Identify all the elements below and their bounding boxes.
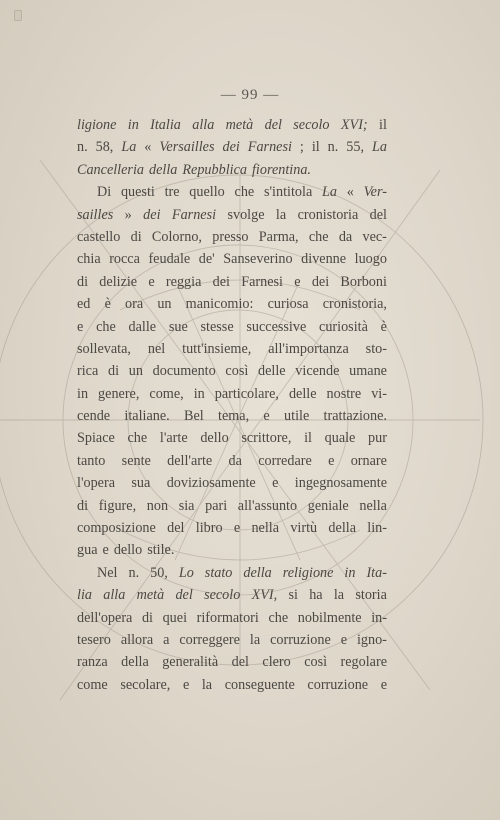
word: metà [225, 117, 254, 133]
text-line [77, 383, 387, 405]
word: corruzione [270, 631, 331, 648]
word: Versailles [159, 139, 215, 156]
word: Farnesi [247, 139, 292, 156]
word: geniale [307, 497, 349, 514]
word: delle [288, 385, 317, 402]
text-line [77, 159, 387, 181]
word: stesse [200, 318, 234, 335]
word: 55, [346, 139, 365, 156]
word: Farnesi [241, 273, 283, 290]
word: chia [77, 251, 101, 268]
word: 50, [150, 564, 168, 581]
word: nella [251, 520, 280, 537]
word: Cancelleria [77, 161, 144, 178]
word: dalle [128, 318, 157, 335]
word: e [328, 452, 335, 469]
text-line [77, 226, 387, 248]
text-line [77, 114, 387, 136]
word: non [146, 497, 169, 514]
word: della [121, 654, 149, 671]
text-line [77, 248, 387, 270]
word: lin- [367, 520, 387, 537]
word: luogo [354, 251, 387, 268]
word: del [369, 206, 387, 223]
word: e [102, 542, 109, 559]
word: gua [77, 542, 98, 559]
word: XVI; [340, 117, 368, 133]
word: un [128, 363, 143, 380]
word: generalità [162, 654, 219, 671]
word: dei [222, 139, 240, 156]
word: curiosa [267, 296, 309, 313]
text-line [77, 204, 387, 226]
word: vi- [371, 385, 387, 402]
word: così [225, 363, 249, 380]
word: e [182, 676, 190, 693]
word: stato [204, 564, 233, 581]
word: dei [212, 273, 230, 290]
word: Borboni [340, 273, 387, 290]
word: e [263, 408, 270, 425]
word: tanto [77, 452, 106, 469]
word: Farnesi [171, 206, 217, 223]
word: Ita- [366, 564, 387, 581]
word: divenne [301, 251, 347, 268]
word: l'opera [77, 475, 116, 492]
word: e [148, 273, 155, 290]
word: La [371, 139, 387, 156]
word: dello [200, 430, 229, 447]
word: e [272, 475, 279, 492]
word: « [346, 184, 354, 201]
word: vicende [295, 363, 340, 380]
word: di [77, 273, 89, 290]
text-line [77, 562, 387, 584]
word: pari [205, 497, 228, 514]
word: dei [311, 273, 330, 290]
word: metà [136, 587, 165, 604]
word: ranza [77, 654, 108, 671]
word: storia [355, 587, 387, 604]
word: dei [143, 206, 161, 223]
word: quello [189, 184, 225, 201]
word: la [333, 587, 345, 604]
word: ornare [350, 452, 387, 469]
text-line [77, 181, 387, 203]
word: doviziosamente [166, 475, 256, 492]
word: documento [152, 363, 216, 380]
word: all'importanza [268, 340, 349, 357]
word: si [288, 587, 298, 604]
word: utile [284, 408, 310, 425]
word: XVI, [251, 587, 278, 604]
word: pur [368, 430, 387, 447]
word: svolge [227, 206, 265, 223]
word: Parma, [258, 228, 299, 245]
word: ha [309, 587, 323, 604]
word: la [275, 206, 287, 223]
word: l'arte [159, 430, 188, 447]
word: il [304, 430, 312, 447]
word: Spiace [77, 430, 115, 447]
word: igno- [356, 631, 387, 648]
word: in [193, 385, 205, 402]
word: Lo [178, 564, 194, 581]
word: tesero [77, 631, 111, 648]
word: in [77, 385, 89, 402]
word: successive [246, 318, 307, 335]
text-line [77, 271, 387, 293]
word: è [104, 296, 111, 313]
word: nel [147, 340, 166, 357]
word: correggere [179, 631, 240, 648]
word: e [380, 676, 387, 693]
text-line [77, 136, 387, 158]
word: ingegnosamente [294, 475, 387, 492]
word: e [340, 631, 348, 648]
word: sailles [77, 206, 114, 223]
word: allora [120, 631, 154, 648]
text-line [77, 584, 387, 606]
word: delle [258, 363, 286, 380]
word: nella [359, 497, 387, 514]
word: come [77, 676, 108, 693]
word: sua [131, 475, 151, 492]
word: alla [103, 587, 126, 604]
word: di [141, 609, 153, 626]
word: del [264, 117, 282, 133]
word: particolare, [214, 385, 279, 402]
word: del [231, 654, 249, 671]
word: tutt'insieme, [182, 340, 252, 357]
word: e [294, 273, 301, 290]
word: Bel [184, 408, 204, 425]
word: tema, [218, 408, 250, 425]
word: rocca [109, 251, 140, 268]
word: e [77, 318, 84, 335]
word: un [157, 296, 172, 313]
word: della [243, 564, 272, 581]
word: stile. [147, 542, 175, 559]
text-line [77, 293, 387, 315]
word: lia [77, 587, 92, 604]
word: figure, [98, 497, 137, 514]
word: ligione [77, 117, 117, 133]
word: tre [164, 184, 180, 201]
word: clero [262, 654, 291, 671]
body-text [77, 114, 387, 696]
word: curiosità [319, 318, 368, 335]
word: « [144, 139, 152, 156]
word: s'intitola [263, 184, 313, 201]
word: sue [168, 318, 188, 335]
word: Di [97, 184, 112, 201]
word: La [121, 139, 137, 156]
word: quei [162, 609, 188, 626]
text-line [77, 674, 387, 696]
word: da [338, 228, 353, 245]
word: da [228, 452, 242, 469]
word: cronistoria, [322, 296, 387, 313]
word: n. [128, 564, 140, 581]
word: secolare, [120, 676, 171, 693]
word: che [308, 228, 329, 245]
word: che [268, 609, 289, 626]
word: castello [77, 228, 121, 245]
word: » [124, 206, 132, 223]
text-line [77, 607, 387, 629]
word: conseguente [224, 676, 295, 693]
word: libro [195, 520, 223, 537]
word: trattazione. [323, 408, 387, 425]
word: sente [121, 452, 151, 469]
word: Ver- [363, 184, 387, 201]
word: della [148, 161, 178, 178]
text-line [77, 338, 387, 360]
word: scrittore, [241, 430, 292, 447]
word: sia [178, 497, 195, 514]
word: il [379, 117, 387, 133]
word: 58, [95, 139, 114, 156]
word: Nel [97, 564, 118, 581]
word: La [322, 184, 337, 201]
word: umane [349, 363, 387, 380]
word: che [127, 430, 148, 447]
word: sollevata, [77, 340, 131, 357]
text-line [77, 450, 387, 472]
word: del [167, 520, 185, 537]
page-number: — 99 — [220, 87, 280, 103]
word: secolo [293, 117, 330, 133]
text-line [77, 495, 387, 517]
text-line [77, 405, 387, 427]
word: religione [282, 564, 334, 581]
word: a [163, 631, 170, 648]
word: in- [371, 609, 387, 626]
word: quale [324, 430, 356, 447]
text-line [77, 539, 387, 561]
word: vec- [362, 228, 387, 245]
word: riformatori [196, 609, 259, 626]
word: alla [192, 117, 215, 133]
word: dell'opera [77, 609, 133, 626]
word: così [304, 654, 328, 671]
word: ora [125, 296, 144, 313]
word: de' [198, 251, 215, 268]
word: cronistoria [297, 206, 359, 223]
text-line [77, 427, 387, 449]
word: delizie [99, 273, 138, 290]
word: presso [212, 228, 249, 245]
word: nobilmente [297, 609, 362, 626]
word: sto- [365, 340, 387, 357]
word: di [107, 363, 120, 380]
word: rica [77, 363, 99, 380]
text-line [77, 629, 387, 651]
word: dello [113, 542, 143, 559]
word: in [127, 117, 139, 133]
word: secolo [204, 587, 241, 604]
word: come, [149, 385, 184, 402]
word: composizione [77, 520, 156, 537]
word: il [311, 139, 320, 156]
word: corredare [258, 452, 312, 469]
word: manicomio: [185, 296, 254, 313]
word: n. [77, 139, 88, 156]
word: n. [327, 139, 339, 156]
word: fiorentina. [251, 161, 311, 178]
word: dell'arte [167, 452, 213, 469]
text-line [77, 517, 387, 539]
word: feudale [148, 251, 191, 268]
word: reggia [165, 273, 202, 290]
word: nostre [326, 385, 362, 402]
word: Italia [150, 117, 181, 133]
word: cende [77, 408, 111, 425]
word: Repubblica [182, 161, 247, 178]
word: di [130, 228, 142, 245]
word: e [233, 520, 241, 537]
word: ; [299, 139, 304, 156]
word: genere, [98, 385, 140, 402]
word: all'assunto [237, 497, 298, 514]
word: questi [120, 184, 155, 201]
text-line [77, 316, 387, 338]
word: del [175, 587, 193, 604]
word: della [328, 520, 356, 537]
word: ed [77, 296, 91, 313]
text-line [77, 472, 387, 494]
text-line [77, 651, 387, 673]
word: virtù [290, 520, 318, 537]
text-line [77, 360, 387, 382]
word: in [344, 564, 356, 581]
word: è [380, 318, 387, 335]
word: italiane. [124, 408, 170, 425]
word: la [201, 676, 213, 693]
word: di [77, 497, 89, 514]
word: Sanseverino [223, 251, 293, 268]
word: che [234, 184, 255, 201]
word: regolare [340, 654, 387, 671]
word: corruzione [307, 676, 369, 693]
word: la [249, 631, 261, 648]
word: che [96, 318, 116, 335]
word: Colorno, [151, 228, 202, 245]
